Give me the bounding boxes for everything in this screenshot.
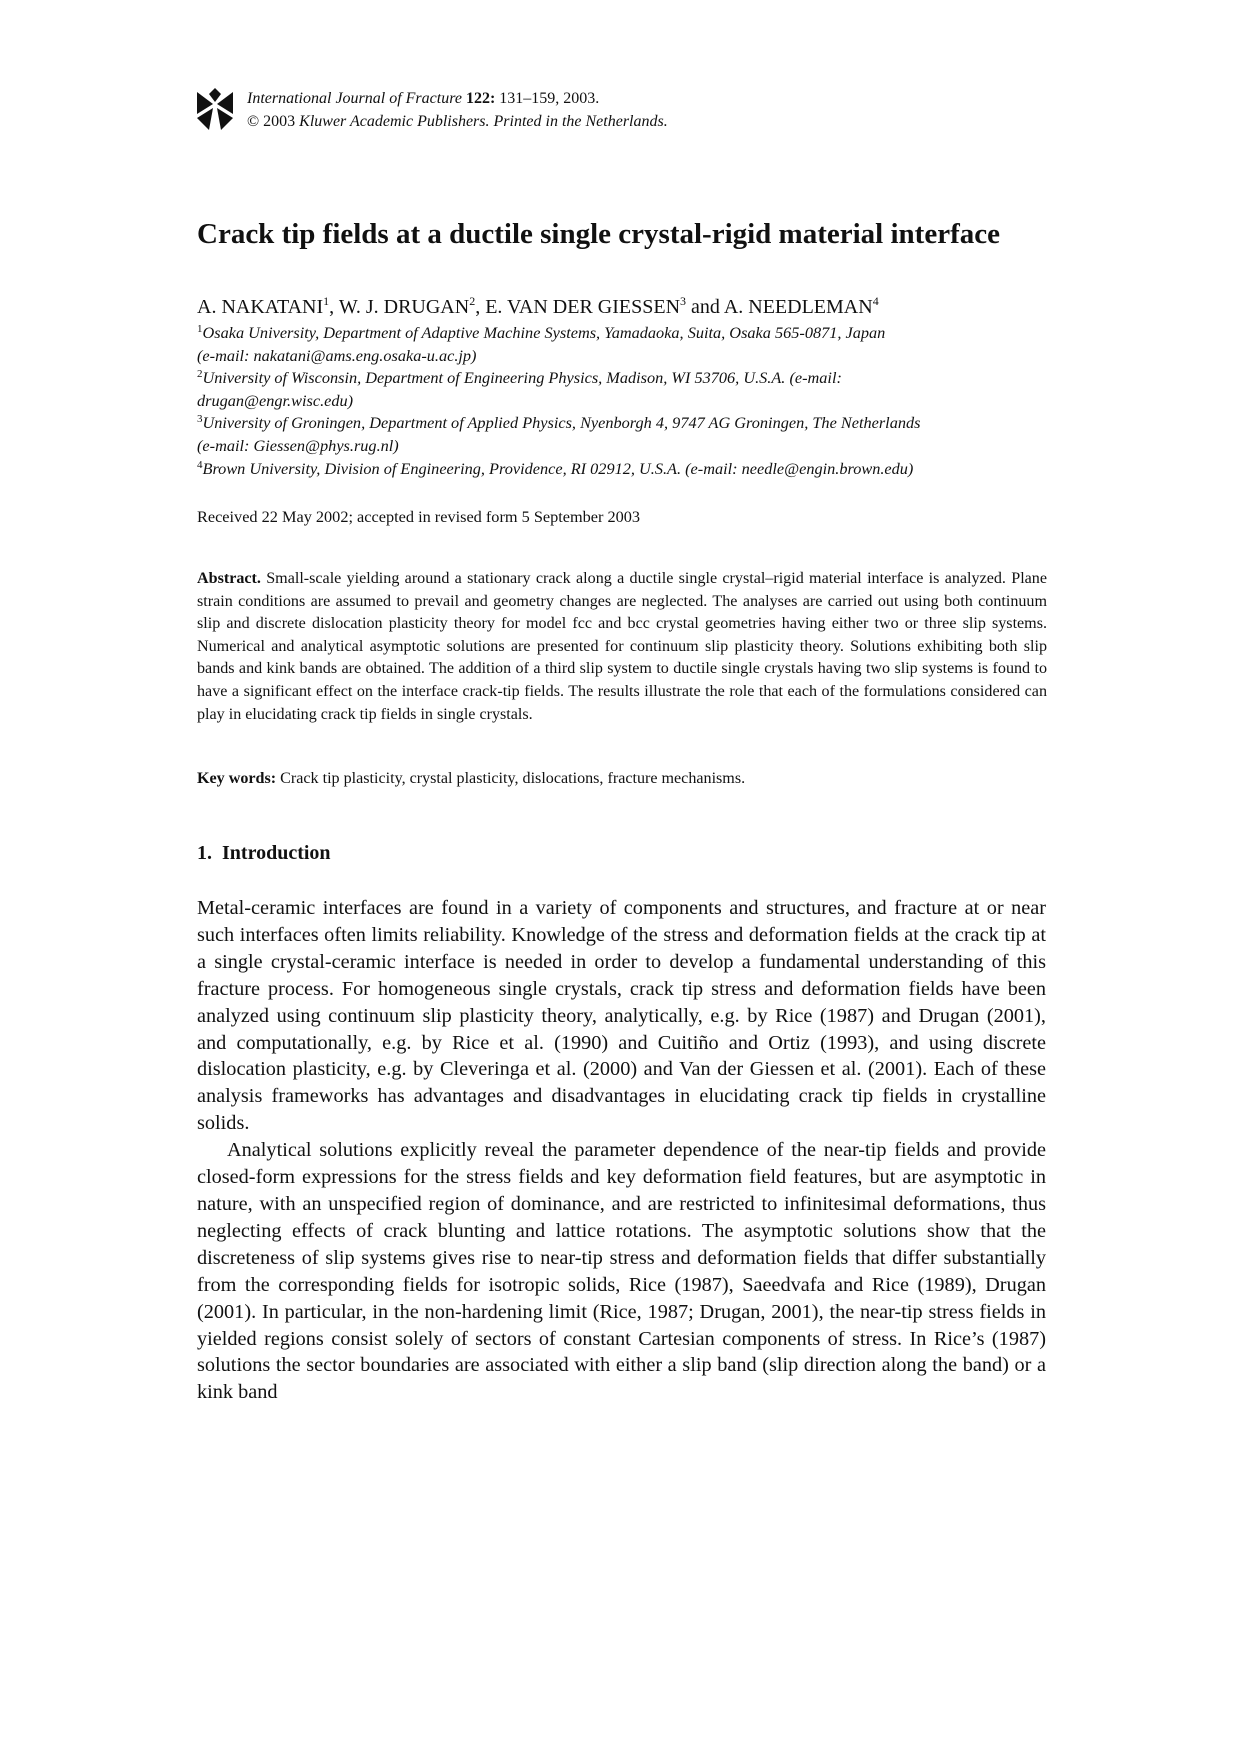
journal-name: International Journal of Fracture [247,90,462,107]
author-separator: , [329,296,339,318]
received-date: Received 22 May 2002; accepted in revised form 5 September 2003 [197,507,641,526]
journal-volume: 122: [465,90,496,107]
publisher-name: Kluwer Academic Publishers. [299,113,490,130]
paragraph: Analytical solutions explicitly reveal the parameter dependence of the near-tip fields and provide closed-form expressions for the stress fields and key deformation field features, but are asymptotic in nature, with an unspecified region of dominance, and are restricted to infinitesimal deformations, thus neglecting effects of crack blunting and lattice rotations. The asymptotic solutions show that the discreteness of slip systems gives rise to near-tip stress and deformation fields that differ substantially from the corresponding fields for isotropic solids, Rice (1987), Saeedvafa and Rice (1989), Drugan (2001). In particular, in the non-hardening limit (Rice, 1987; Drugan, 2001), the near-tip stress fields in yielded regions consist solely of sectors of constant Cartesian components of stress. In Rice’s (1987) solutions the sector boundaries are associated with either a slip band (slip direction along the band) or a kink band [197,1139,1046,1404]
affiliation [197,322,1057,367]
affiliation-mark: 2 [197,368,203,381]
author-affiliation-mark: 2 [469,294,476,308]
author-affiliation-mark: 4 [872,294,879,308]
copyright-year: © 2003 [247,113,296,130]
keywords [197,768,745,790]
section-number: 1. [197,842,212,864]
author-name: A. NEEDLEMAN [723,296,873,318]
abstract-text: Small-scale yielding around a stationary crack along a ductile single crystal–rigid material interface is analyzed. Plane strain conditions are assumed to prevail and geometry changes are neglected. The analyses are carried out using both continuum slip and discrete dislocation plasticity theory for model fcc and bcc crystal geometries having either two or three slip systems. Numerical and analytical asymptotic solutions are presented for continuum slip plasticity theory. Solutions exhibiting both slip bands and kink bands are obtained. The addition of a third slip system to ductile single crystals having two slip systems is found to have a significant effect on the interface crack-tip fields. The results illustrate the role that each of the formulations considered can play in elucidating crack tip fields in single crystals. [197,570,1047,723]
affiliation [197,412,1057,457]
affiliation-mark: 1 [197,323,203,335]
affiliation-line: University of Groningen, Department of Applied Physics, Nyenborgh 4, 9747 AG Groningen, The Netherlands [202,413,921,433]
author-separator: , [475,296,486,318]
author-list [197,294,879,320]
affiliation-mark: 3 [197,413,203,426]
author-separator: and [686,296,724,318]
keywords-label: Key words: [197,770,277,787]
printed-note: Printed in the Netherlands. [493,113,668,130]
affiliation-line: (e-mail: nakatani@ams.eng.osaka-u.ac.jp) [197,345,477,365]
keywords-text: Crack tip plasticity, crystal plasticity, dislocations, fracture mechanisms. [280,770,746,787]
section-title: Introduction [222,842,331,864]
author-name: A. NAKATANI [197,296,324,318]
abstract-label: Abstract. [197,570,261,587]
affiliation-line: Osaka University, Department of Adaptive Machine Systems, Yamadaoka, Suita, Osaka 565-0871, Japan [202,323,886,342]
affiliation-line: (e-mail: Giessen@phys.rug.nl) [197,435,399,455]
author-name: W. J. DRUGAN [338,296,470,318]
journal-pages-year: 131–159, 2003. [499,90,600,107]
abstract [197,568,1047,726]
author-name: E. VAN DER GIESSEN [485,296,681,318]
affiliation-list [197,322,1057,480]
paper-title: Crack tip fields at a ductile single crystal-rigid material interface [197,218,1000,250]
journal-header [247,87,668,133]
section-heading [197,840,331,866]
affiliation-line: University of Wisconsin, Department of Engineering Physics, Madison, WI 53706, U.S.A. (e-mail: [202,368,842,388]
affiliation [197,458,1057,481]
author-affiliation-mark: 1 [323,294,330,308]
author-affiliation-mark: 3 [680,294,687,308]
paragraph: Metal-ceramic interfaces are found in a variety of components and structures, and fracture at or near such interfaces often limits reliability. Knowledge of the stress and deformation fields at the crack tip at a single crystal-ceramic interface is needed in order to develop a fundamental understanding of this fracture process. For homogeneous single crystals, crack tip stress and deformation fields have been analyzed using continuum slip plasticity theory, analytically, e.g. by Rice (1987) and Drugan (2001), and computationally, e.g. by Rice et al. (1990) and Cuitiño and Ortiz (1993), and using discrete dislocation plasticity, e.g. by Cleveringa et al. (2000) and Van der Giessen et al. (2001). Each of these analysis frameworks has advantages and disadvantages in elucidating crack tip fields in crystalline solids. [197,897,1046,1135]
journal-citation-line [247,87,668,110]
affiliation-mark: 4 [197,458,203,471]
affiliation-line: Brown University, Division of Engineering, Providence, RI 02912, U.S.A. (e-mail: needle@engin.brown.edu) [202,458,914,478]
affiliation-line: drugan@engr.wisc.edu) [197,390,354,410]
body-text [197,895,1046,1406]
publisher-logo-icon [195,88,235,132]
affiliation [197,367,1057,412]
copyright-line [247,110,668,133]
